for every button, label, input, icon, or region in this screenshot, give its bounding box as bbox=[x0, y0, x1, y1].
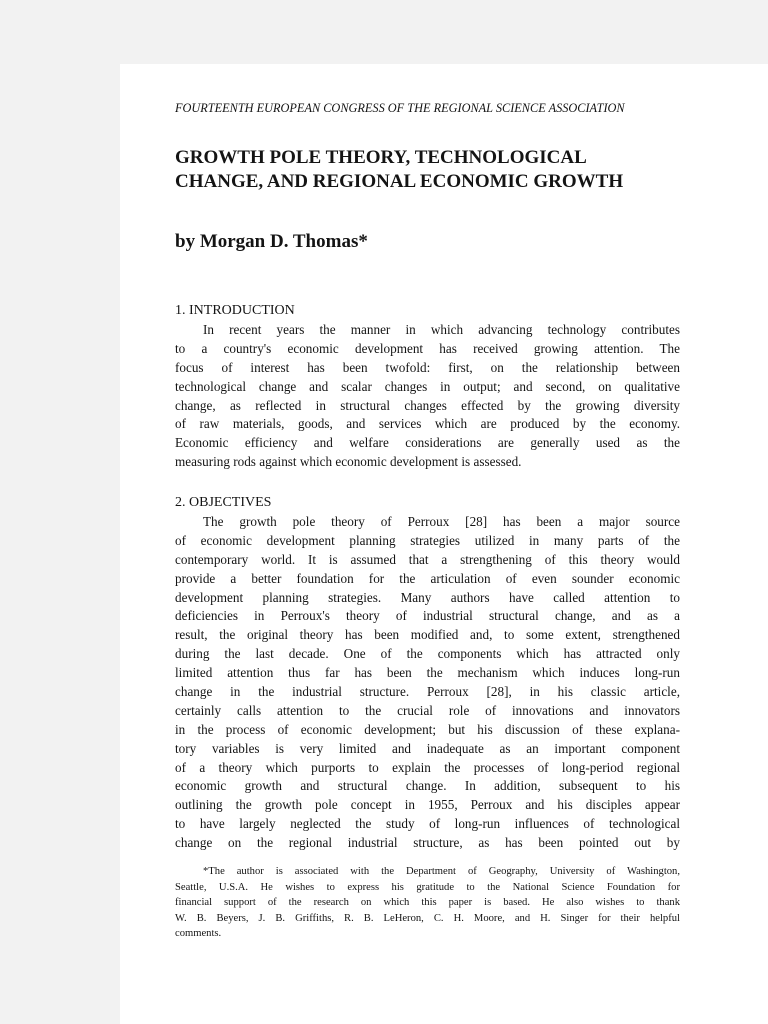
text-line: provide a better foundation for the articulation of even sounder economic bbox=[175, 570, 680, 586]
text-line: tory variables is very limited and inadequate as an important component bbox=[175, 740, 680, 756]
text-line: The growth pole theory of Perroux [28] has been a major source bbox=[203, 514, 680, 529]
title-line-1: GROWTH POLE THEORY, TECHNOLOGICAL bbox=[175, 147, 587, 168]
text-line: in the process of economic development; but his discussion of these explana- bbox=[175, 721, 680, 737]
text-line: of economic development planning strategies utilized in many parts of the bbox=[175, 532, 680, 548]
section-heading-objectives: 2. OBJECTIVES bbox=[175, 495, 272, 510]
text-line: of a theory which purports to explain the processes of long-period regional bbox=[175, 759, 680, 775]
text-line: during the last decade. One of the components which has attracted only bbox=[175, 646, 680, 662]
text-line: measuring rods against which economic development is assessed. bbox=[175, 454, 522, 470]
text-line: focus of interest has been twofold: first, on the relationship between bbox=[175, 359, 680, 375]
text-line: limited attention thus far has been the mechanism which induces long-run bbox=[175, 665, 680, 681]
footnote-line: comments. bbox=[175, 928, 222, 939]
paper-title bbox=[175, 146, 680, 194]
text-line: result, the original theory has been modified and, to some extent, strengthened bbox=[175, 627, 680, 643]
text-line: of raw materials, goods, and services which are produced by the economy. bbox=[175, 416, 680, 432]
text-line: Economic efficiency and welfare considerations are generally used as the bbox=[175, 435, 680, 451]
text-line: change on the regional industrial structure, as has been pointed out by bbox=[175, 835, 680, 851]
text-line: to have largely neglected the study of long-run influences of technological bbox=[175, 816, 680, 832]
text-line: outlining the growth pole concept in 1955, Perroux and his disciples appear bbox=[175, 797, 680, 813]
text-line: certainly calls attention to the crucial role of innovations and innovators bbox=[175, 702, 680, 718]
text-line: change, as reflected in structural changes effected by the growing diversity bbox=[175, 397, 680, 413]
running-head: FOURTEENTH EUROPEAN CONGRESS OF THE REGIONAL SCIENCE ASSOCIATION bbox=[175, 101, 625, 115]
text-line: development planning strategies. Many authors have called attention to bbox=[175, 589, 680, 605]
text-line: to a country's economic development has received growing attention. The bbox=[175, 340, 680, 356]
footnote-line: Seattle, U.S.A. He wishes to express his gratitude to the National Science Foundation for bbox=[175, 881, 680, 893]
section-heading-introduction: 1. INTRODUCTION bbox=[175, 303, 295, 318]
text-line: contemporary world. It is assumed that a strengthening of this theory would bbox=[175, 551, 680, 567]
text-line: change in the industrial structure. Perroux [28], in his classic article, bbox=[175, 684, 680, 700]
introduction-paragraph bbox=[175, 321, 680, 472]
footnote-line: *The author is associated with the Department of Geography, University of Washington, bbox=[203, 866, 680, 877]
footnote-line: financial support of the research on which this paper is based. He also wishes to thank bbox=[175, 897, 680, 908]
footnote-line: W. B. Beyers, J. B. Griffiths, R. B. LeHeron, C. H. Moore, and H. Singer for their helpful bbox=[175, 912, 680, 924]
text-line: deficiencies in Perroux's theory of industrial structural change, and as a bbox=[175, 608, 680, 624]
author-byline: by Morgan D. Thomas* bbox=[175, 231, 368, 252]
text-line: technological change and scalar changes in output; and second, on qualitative bbox=[175, 378, 680, 394]
objectives-paragraph bbox=[175, 513, 680, 853]
text-line: In recent years the manner in which advancing technology contributes bbox=[203, 322, 680, 337]
author-footnote bbox=[175, 864, 680, 942]
title-line-2: CHANGE, AND REGIONAL ECONOMIC GROWTH bbox=[175, 171, 624, 192]
paper-page bbox=[120, 64, 768, 1024]
text-line: economic growth and structural change. In addition, subsequent to his bbox=[175, 778, 680, 794]
